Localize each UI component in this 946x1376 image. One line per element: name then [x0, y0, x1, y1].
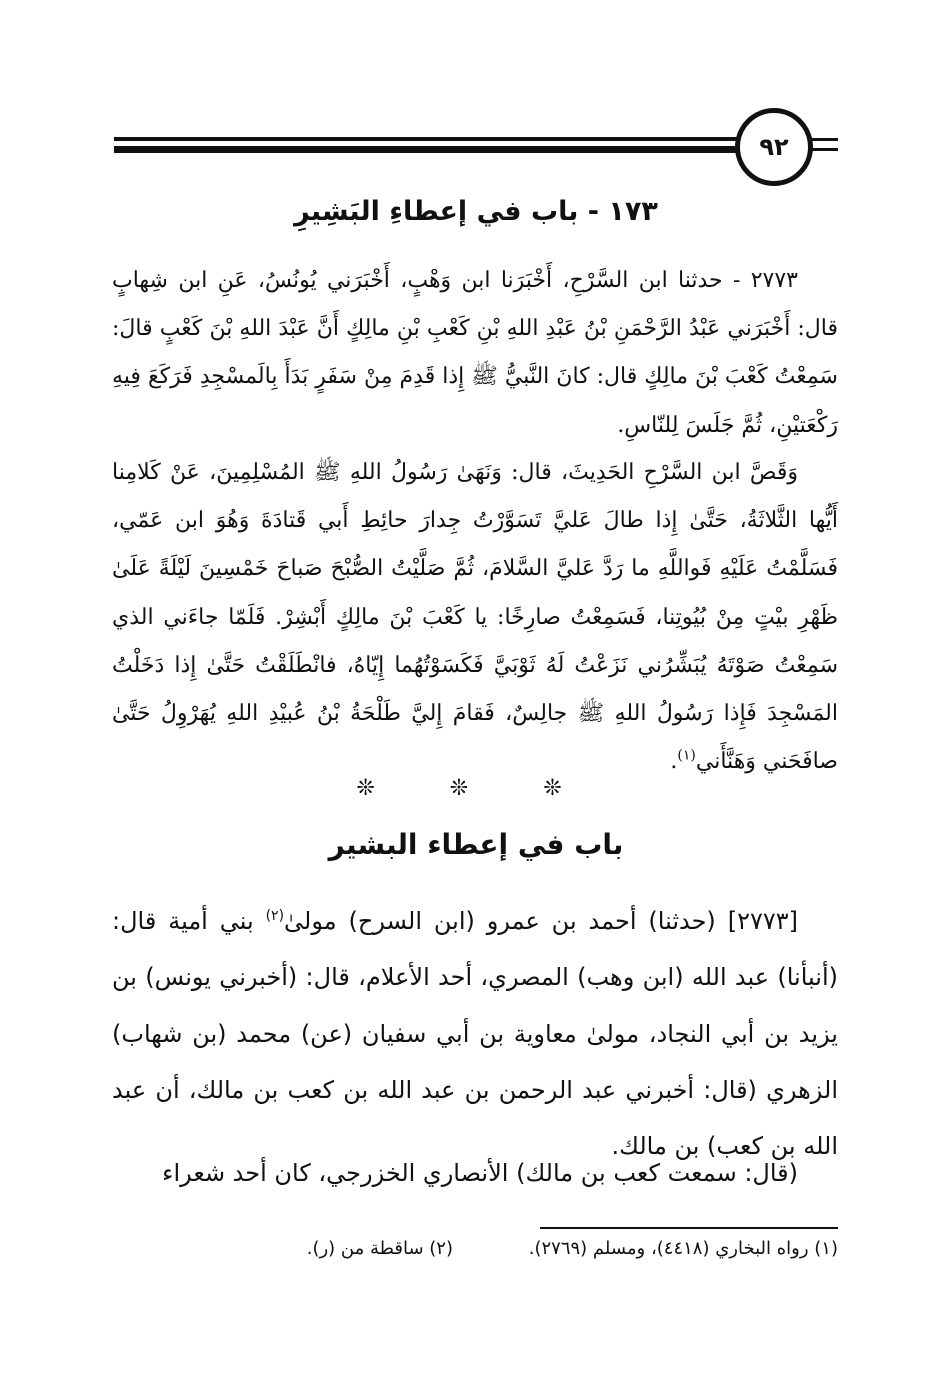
- footnote-ref-2: (٢): [265, 908, 285, 924]
- commentary-text-a: [٢٧٧٣] (حدثنا) أحمد بن عمرو (ابن السرح) مولىٰ: [284, 907, 798, 935]
- hadith-paragraph-2: وَقَصَّ ابن السَّرْحِ الحَدِيثَ، قال: وَنَهَىٰ رَسُولُ اللهِ ﷺ المُسْلِمِينَ، عَنْ كَلامِنا أَيُّها الثَّلاثَةُ، حَتَّىٰ إِذا طالَ عَليَّ تَسَوَّرْتُ جِدارَ حائِطِ أَبي قَتادَةَ وَهُوَ ابن عَمّي، فَسَلَّمْتُ عَلَيْهِ فَواللَّهِ ما رَدَّ عَليَّ السَّلامَ، ثُمَّ صَلَّيْتُ الصُّبْحَ صَباحَ خَمْسِينَ لَيْلَةً عَلَىٰ ظَهْرِ بيْتٍ مِنْ بُيُوتِنا، فَسَمِعْتُ صارِخًا: يا كَعْبَ بْنَ مالِكٍ أَبْشِرْ. فَلَمّا جاءَني الذي سَمِعْتُ صَوْتَهُ يُبَشِّرُني نَزَعْتُ لَهُ ثَوْبَيَّ فَكَسَوْتُهُما إِيّاهُ، فانْطَلَقْتُ حَتَّىٰ إِذا دَخَلْتُ المَسْجِدَ فَإِذا رَسُولُ اللهِ ﷺ جالِسٌ، فَقامَ إِليَّ طَلْحَةُ بْنُ عُبيْدِ اللهِ يُهَرْوِلُ حَتَّىٰ صافَحَني وَهَنَّأَني$^{(١)}$.: [112, 460, 838, 775]
- header-rule: [114, 137, 812, 141]
- footnote-ref-1: (١): [677, 747, 696, 764]
- footnote-2: (٢) ساقطة من (ر).: [306, 1238, 453, 1259]
- hadith-text: وَقَصَّ ابن السَّرْحِ الحَدِيثَ، قال: وَنَهَىٰ رَسُولُ اللهِ ﷺ المُسْلِمِينَ، عَنْ كَلامِنا أَيُّها الثَّلاثَةُ، حَتَّىٰ إِذا طالَ عَليَّ تَسَوَّرْتُ جِدارَ حائِطِ أَبي قَتادَةَ وَهُوَ ابن عَمّي، فَسَلَّمْتُ عَلَيْهِ فَواللَّهِ ما رَدَّ عَليَّ السَّلامَ، ثُمَّ صَلَّيْتُ الصُّبْحَ صَباحَ خَمْسِينَ لَيْلَةً عَلَىٰ ظَهْرِ بيْتٍ مِنْ بُيُوتِنا، فَسَمِعْتُ صارِخًا: يا كَعْبَ بْنَ مالِكٍ أَبْشِرْ. فَلَمّا جاءَني الذي سَمِعْتُ صَوْتَهُ يُبَشِّرُني نَزَعْتُ لَهُ ثَوْبَيَّ فَكَسَوْتُهُما إِيّاهُ، فانْطَلَقْتُ حَتَّىٰ إِذا دَخَلْتُ المَسْجِدَ فَإِذا رَسُولُ اللهِ ﷺ جالِسٌ، فَقامَ إِليَّ طَلْحَةُ بْنُ عُبيْدِ اللهِ يُهَرْوِلُ حَتَّىٰ صافَحَني وَهَنَّأَني: [112, 460, 838, 775]
- commentary-paragraph-2: (قال: سمعت كعب بن مالك) الأنصاري الخزرجي، كان أحد شعراء: [162, 1159, 798, 1187]
- footnotes: [150, 1238, 838, 1259]
- separator-stars: ❊ ❊ ❊: [356, 776, 596, 801]
- header-rule-thick: [114, 146, 812, 153]
- commentary-text-b: بني أمية قال: (أنبأنا) عبد الله (ابن وهب) المصري، أحد الأعلام، قال: (أخبرني يونس) بن يزيد بن أبي النجاد، مولىٰ معاوية بن أبي سفيان (عن) محمد (بن شهاب) الزهري (قال: أخبرني عبد الرحمن بن عبد الله بن كعب بن مالك، أن عبد الله بن كعب) بن مالك.: [112, 907, 838, 1161]
- page-number: ٩٢: [735, 108, 813, 186]
- header-rule-right-lower: [812, 148, 838, 151]
- commentary-paragraph-1: [112, 893, 838, 1174]
- hadith-paragraph-1: ٢٧٧٣ - حدثنا ابن السَّرْحِ، أَخْبَرَنا ابن وَهْبٍ، أَخْبَرَني يُونُسُ، عَنِ ابن شِهابٍ قال: أَخْبَرَني عَبْدُ الرَّحْمَنِ بْنُ عَبْدِ اللهِ بْنِ كَعْبِ بْنِ مالِكٍ أَنَّ عَبْدَ اللهِ بْنَ كَعْبٍ قالَ: سَمِعْتُ كَعْبَ بْنَ مالِكٍ قال: كانَ النَّبيُّ ﷺ إِذا قَدِمَ مِنْ سَفَرٍ بَدَأَ بِالَمسْجِدِ فَرَكَعَ فِيهِ رَكْعَتيْنِ، ثُمَّ جَلَسَ لِلنّاسِ.: [112, 268, 838, 438]
- footnote-rule: [540, 1227, 838, 1229]
- footnote-1: (١) رواه البخاري (٤٤١٨)، ومسلم (٢٧٦٩).: [528, 1238, 838, 1259]
- chapter-title: ١٧٣ - باب في إعطاءِ البَشِيرِ: [294, 196, 658, 227]
- section-title: باب في إعطاء البشير: [328, 828, 624, 861]
- header-rule-right: [812, 138, 838, 141]
